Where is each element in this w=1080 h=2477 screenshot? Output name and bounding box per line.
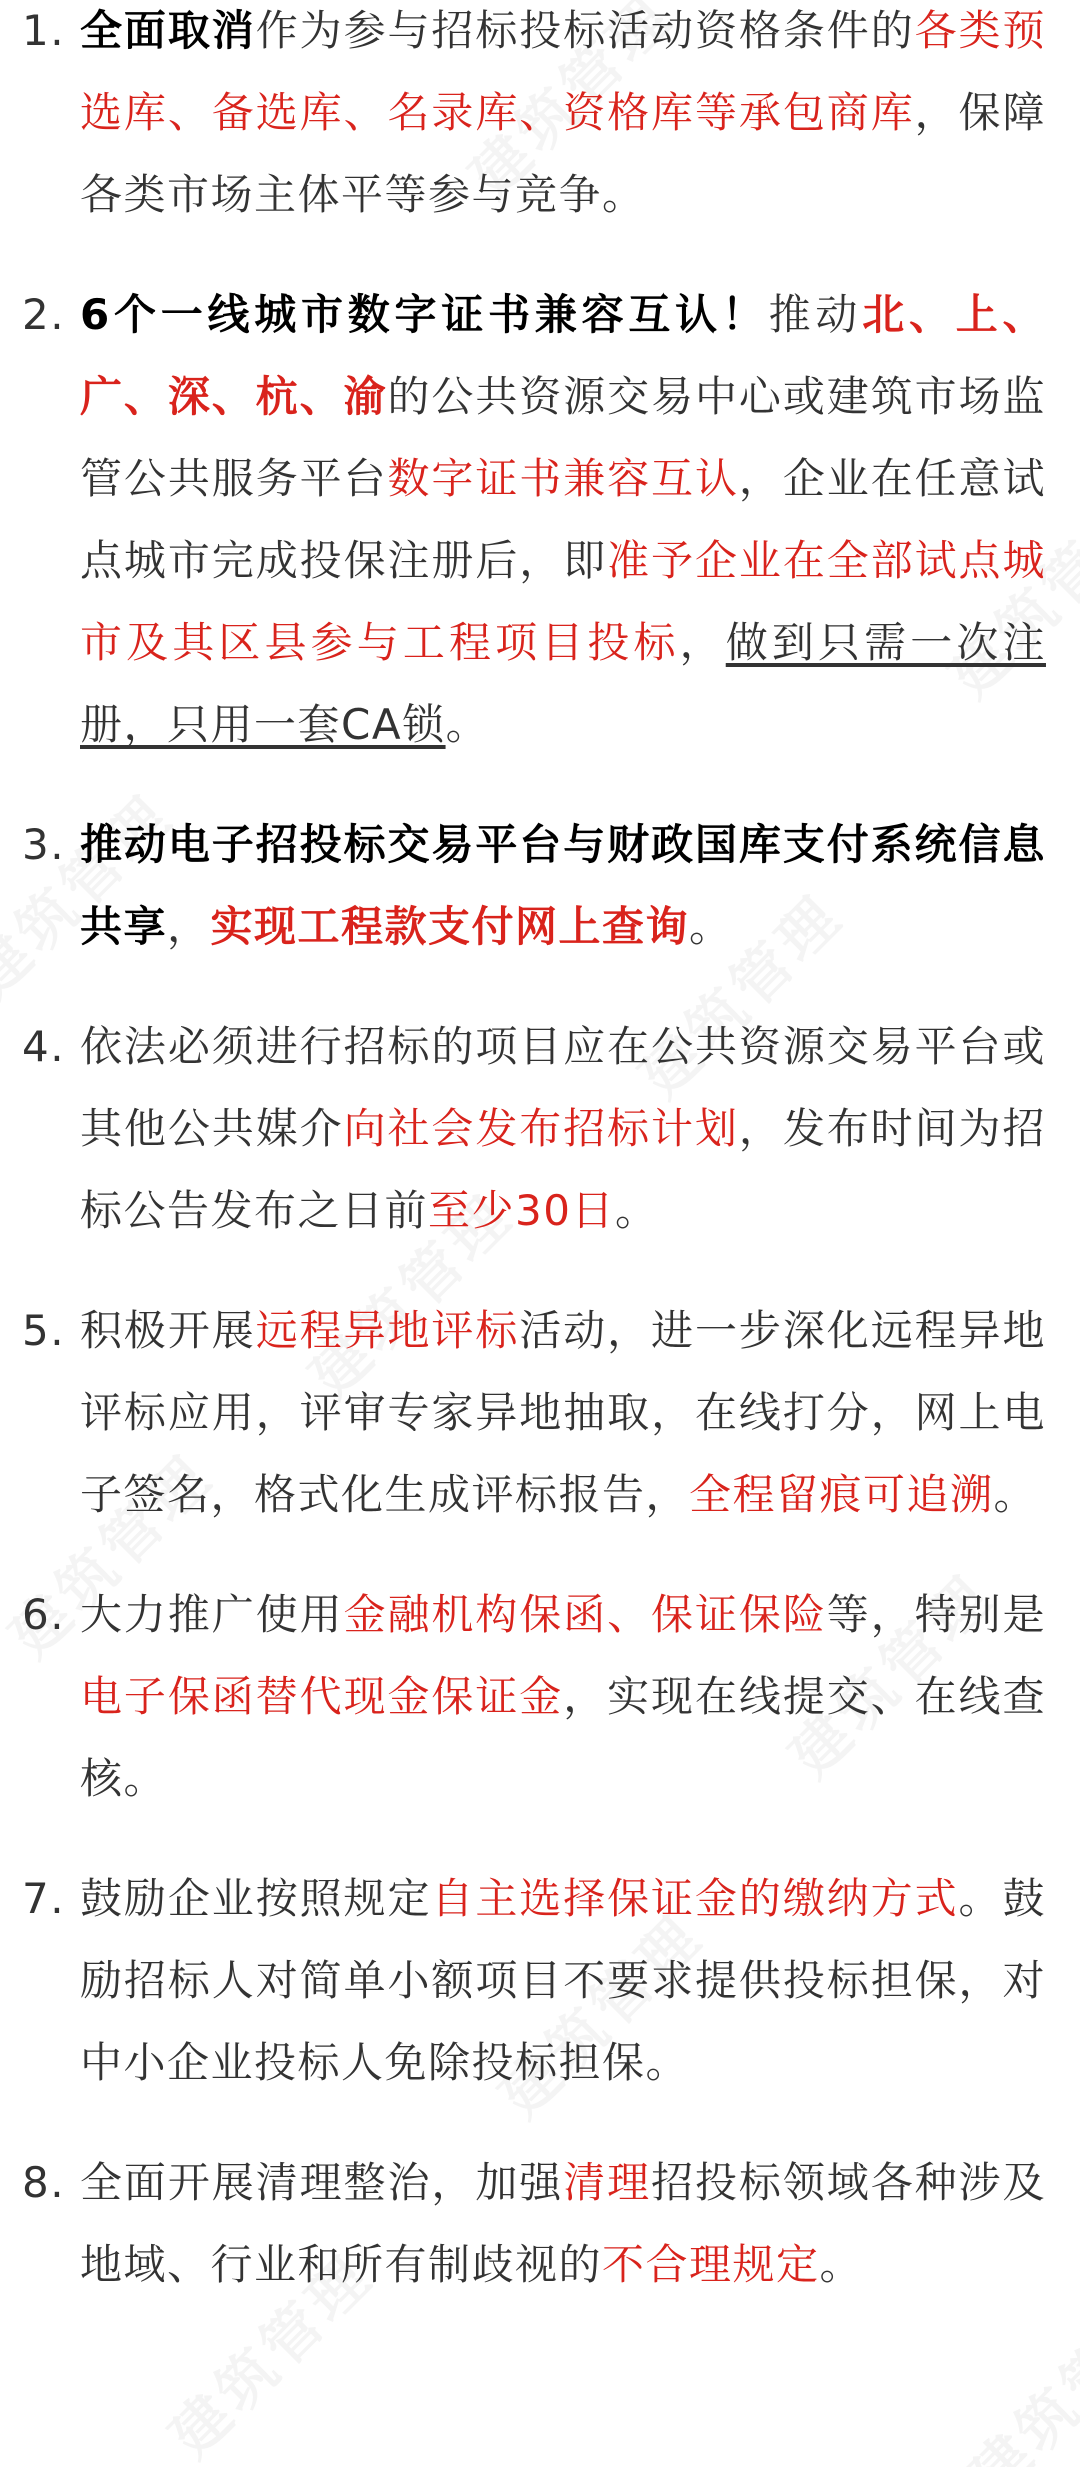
body-text: ，发布时间为招标公告发布之日前 xyxy=(80,1104,1046,1235)
highlight-text: 数字证书兼容互认 xyxy=(387,454,739,503)
item-number: 7. xyxy=(22,1874,66,1923)
highlight-text: 向社会发布招标计划 xyxy=(343,1104,739,1153)
underlined-text: 做到只需一次注册，只用一套CA锁 xyxy=(80,618,1046,749)
highlight-text: 不合理规定 xyxy=(602,2240,820,2289)
item-number: 6. xyxy=(22,1590,66,1639)
body-text: ，实现在线提交、在线查核。 xyxy=(80,1672,1046,1803)
item-number: 5. xyxy=(22,1306,66,1355)
body-text: 鼓励企业按照规定 xyxy=(80,1874,432,1923)
body-text: 活动，进一步深化远程异地评标应用，评审专家异地抽取，在线打分，网上电子签名，格式化生成评标报告， xyxy=(80,1306,1046,1519)
highlight-text: 远程异地评标 xyxy=(255,1306,520,1355)
policy-item xyxy=(22,804,1046,968)
bold-highlight-text: 实现工程款支付网上查询 xyxy=(210,902,690,951)
item-number: 3. xyxy=(22,820,66,869)
body-text: 依法必须进行招标的项目应在公共资源交易平台或其他公共媒介 xyxy=(80,1022,1046,1153)
item-number: 2. xyxy=(22,290,66,339)
body-text: ， xyxy=(679,618,726,667)
highlight-text: 清理 xyxy=(563,2158,652,2207)
highlight-text: 各类预选库、备选库、名录库、资格库等承包商库 xyxy=(80,6,1046,137)
bold-text: 全面取消 xyxy=(80,6,256,55)
body-text: 推动 xyxy=(768,290,863,339)
policy-item xyxy=(22,1574,1046,1820)
policy-item xyxy=(22,1858,1046,2104)
body-text: ，保障各类市场主体平等参与竞争。 xyxy=(80,88,1046,219)
highlight-text: 全程留痕可追溯 xyxy=(689,1470,994,1519)
body-text: 作为参与招标投标活动资格条件的 xyxy=(255,6,915,55)
policy-item xyxy=(22,1290,1046,1536)
body-text: 。 xyxy=(993,1470,1038,1519)
body-text: ， xyxy=(167,902,211,951)
highlight-text: 电子保函替代现金保证金 xyxy=(80,1672,564,1721)
highlight-text: 准予企业在全部试点城市及其区县参与工程项目投标 xyxy=(80,536,1046,667)
policy-item xyxy=(22,1006,1046,1252)
policy-list xyxy=(22,0,1046,2306)
body-text: 的公共资源交易中心或建筑市场监管公共服务平台 xyxy=(80,372,1046,503)
body-text: 。鼓励招标人对简单小额项目不要求提供投标担保，对中小企业投标人免除投标担保。 xyxy=(80,1874,1046,2087)
bold-text: 6个一线城市数字证书兼容互认！ xyxy=(80,290,769,339)
body-text: 大力推广使用 xyxy=(80,1590,344,1639)
item-number: 1. xyxy=(22,6,66,55)
body-text: 。 xyxy=(614,1186,659,1235)
item-number: 4. xyxy=(22,1022,66,1071)
policy-item xyxy=(22,274,1046,766)
bold-highlight-text: 北、上、广、深、杭、渝 xyxy=(80,290,1046,421)
body-text: 招投标领域各种涉及地域、行业和所有制歧视的 xyxy=(80,2158,1046,2289)
policy-item xyxy=(22,2142,1046,2306)
body-text: 。 xyxy=(445,700,490,749)
policy-item xyxy=(22,0,1046,236)
body-text: 积极开展 xyxy=(80,1306,256,1355)
highlight-text: 自主选择保证金的缴纳方式 xyxy=(431,1874,959,1923)
bold-text: 推动电子招投标交易平台与财政国库支付系统信息共享 xyxy=(80,820,1046,951)
item-number: 8. xyxy=(22,2158,66,2207)
highlight-text: 至少30日 xyxy=(428,1186,615,1235)
body-text: ，企业在任意试点城市完成投保注册后，即 xyxy=(80,454,1046,585)
body-text: 。 xyxy=(689,902,733,951)
body-text: 。 xyxy=(819,2240,864,2289)
body-text: 全面开展清理整治，加强 xyxy=(80,2158,564,2207)
body-text: 等，特别是 xyxy=(826,1590,1046,1639)
highlight-text: 金融机构保函、保证保险 xyxy=(343,1590,827,1639)
